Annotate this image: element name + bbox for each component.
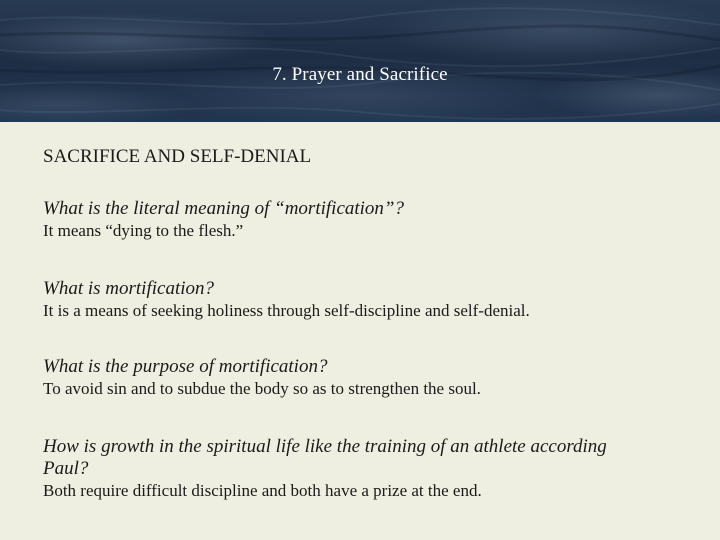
question-text	[43, 436, 720, 480]
slide-title: 7. Prayer and Sacrifice	[272, 64, 448, 85]
section-heading: SACRIFICE AND SELF-DENIAL	[43, 146, 312, 167]
question-text: What is the purpose of mortification?	[43, 356, 328, 377]
question-text: What is mortification?	[43, 278, 214, 299]
slide-content	[43, 146, 720, 500]
answer-text: It means “dying to the flesh.”	[43, 221, 244, 240]
qa-item	[43, 278, 530, 321]
question-text: What is the literal meaning of “mortification”?	[43, 198, 404, 219]
question-line: Paul?	[43, 458, 89, 479]
answer-text: It is a means of seeking holiness through self-discipline and self-denial.	[43, 301, 530, 320]
question-line: How is growth in the spiritual life like the training of an athlete according	[43, 436, 607, 457]
qa-item	[43, 436, 720, 501]
qa-item	[43, 198, 404, 241]
answer-text: Both require difficult discipline and both have a prize at the end.	[43, 481, 482, 500]
banner-texture	[0, 0, 720, 122]
answer-text: To avoid sin and to subdue the body so as to strengthen the soul.	[43, 379, 481, 398]
qa-item	[43, 356, 481, 399]
title-banner	[0, 0, 720, 122]
